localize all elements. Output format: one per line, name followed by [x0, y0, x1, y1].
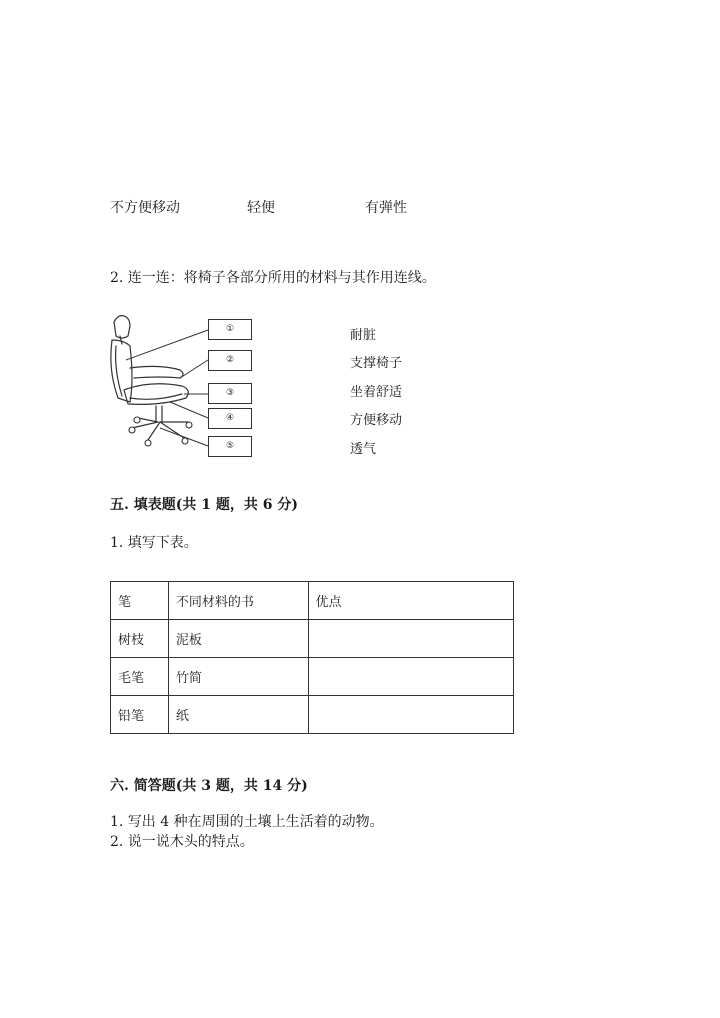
section-6-title: 六. 简答题(共 3 题，共 14 分) — [110, 778, 308, 794]
chair-label-4: ④ — [208, 408, 252, 429]
chair-label-2: ② — [208, 350, 252, 371]
chair-label-5: ⑤ — [208, 436, 252, 457]
table-answer-cell[interactable] — [308, 620, 513, 658]
table-cell: 毛笔 — [111, 658, 169, 696]
table-cell: 纸 — [168, 696, 308, 734]
table-cell: 树枝 — [111, 620, 169, 658]
table-header-cell: 优点 — [308, 582, 513, 620]
table-cell: 铅笔 — [111, 696, 169, 734]
table-row — [111, 696, 514, 734]
function-item: 坐着舒适 — [350, 385, 403, 400]
function-item: 支撑椅子 — [350, 356, 403, 371]
option-text: 有弹性 — [365, 200, 407, 216]
option-text: 不方便移动 — [110, 200, 180, 216]
function-item: 耐脏 — [350, 328, 377, 343]
table-header-row — [111, 582, 514, 620]
function-item: 透气 — [350, 442, 377, 457]
question-2-text: 2. 连一连：将椅子各部分所用的材料与其作用连线。 — [110, 270, 436, 286]
chair-label-3: ③ — [208, 383, 252, 404]
fill-table — [110, 581, 514, 734]
chair-label-1: ① — [208, 319, 252, 340]
table-header-cell: 不同材料的书 — [168, 582, 308, 620]
table-row — [111, 658, 514, 696]
table-header-cell: 笔 — [111, 582, 169, 620]
section-6-question-2: 2. 说一说木头的特点。 — [110, 834, 254, 850]
table-cell: 泥板 — [168, 620, 308, 658]
table-row — [111, 620, 514, 658]
function-item: 方便移动 — [350, 413, 403, 428]
table-cell: 竹简 — [168, 658, 308, 696]
table-answer-cell[interactable] — [308, 696, 513, 734]
section-5-question-1: 1. 填写下表。 — [110, 535, 198, 551]
option-text: 轻便 — [247, 200, 275, 216]
section-5-title: 五. 填表题(共 1 题，共 6 分) — [110, 497, 298, 513]
table-answer-cell[interactable] — [308, 658, 513, 696]
section-6-question-1: 1. 写出 4 种在周围的土壤上生活着的动物。 — [110, 814, 384, 830]
